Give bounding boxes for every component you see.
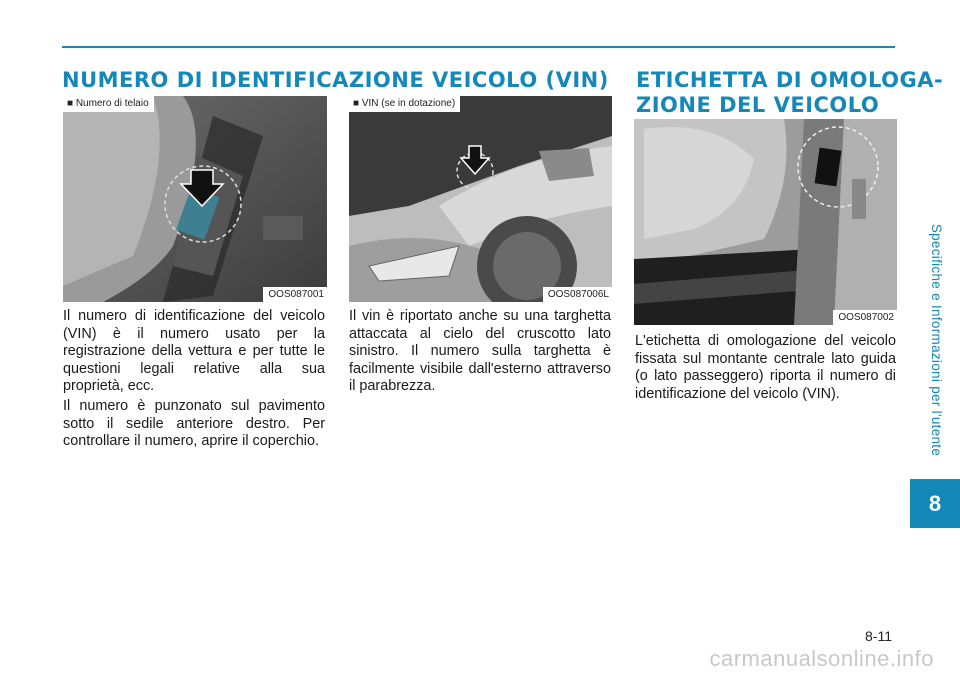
top-rule [62,46,895,48]
figure-code: OOS087001 [263,287,327,302]
figure-caption: ■ Numero di telaio [63,96,154,112]
paragraph-vin-windshield: Il vin è riportato anche su una targhetta attaccata al cielo del cruscotto lato sinistro. Il numero sulla targhetta è facilmente visibile dall'esterno attraverso il parabrezza. [349,308,611,394]
figure-vin-windshield [349,96,612,302]
section-title-label-line1: ETICHETTA DI OMOLOGA- [636,68,944,92]
floor-photo-illustration [63,96,327,302]
section-title-label-line2: ZIONE DEL VEICOLO [636,93,880,117]
figure-caption: ■ VIN (se in dotazione) [349,96,460,112]
paragraph-vin-location: Il numero è punzonato sul pavimento sotto il sedile anteriore destro. Per controllare il numero, aprire il coperchio. [63,398,325,449]
windshield-photo-illustration [349,96,612,302]
figure-certification-label [634,119,897,325]
page-number: 8-11 [865,628,892,644]
section-title-vin: NUMERO DI IDENTIFICAZIONE VEICOLO (VIN) [62,68,609,92]
paragraph-certification-label: L'etichetta di omologazione del veicolo fissata sul montante centrale lato guida (o lato passeggero) riporta il numero di identificazione del veicolo (VIN). [635,333,896,402]
chapter-number-tab: 8 [910,479,960,528]
pillar-photo-illustration [634,119,897,325]
chapter-side-title: Specifiche e Informazioni per l'utente [929,223,944,457]
paragraph-vin-intro: Il numero di identificazione del veicolo (VIN) è il numero usato per la registrazione della vettura e per tutte le questioni legali relative alla sua proprietà, ecc. [63,308,325,394]
figure-code: OOS087006L [543,287,612,302]
figure-code: OOS087002 [833,310,897,325]
figure-vin-floor [63,96,327,302]
watermark: carmanualsonline.info [709,646,934,671]
